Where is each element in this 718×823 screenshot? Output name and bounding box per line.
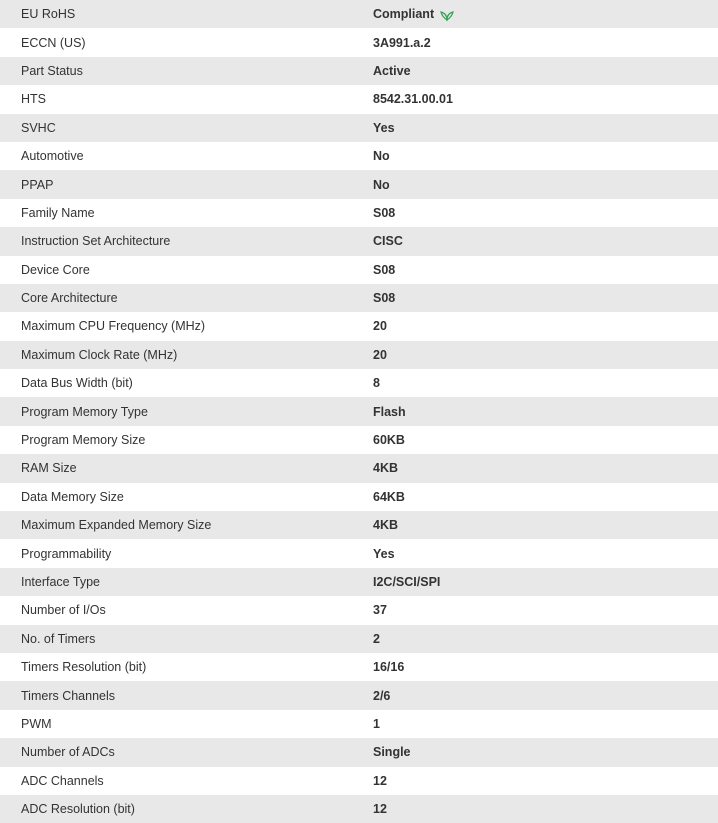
- table-row: [0, 738, 718, 766]
- spec-value: 20: [373, 347, 387, 362]
- spec-label: Interface Type: [21, 575, 100, 589]
- spec-label: Maximum CPU Frequency (MHz): [21, 319, 206, 334]
- spec-label: Programmability: [21, 546, 112, 561]
- table-row: [0, 0, 718, 28]
- spec-label: SVHC: [21, 120, 56, 135]
- spec-label: Device Core: [21, 262, 90, 277]
- spec-value: 4KB: [373, 461, 399, 476]
- spec-value: Flash: [373, 404, 406, 419]
- spec-label: Data Memory Size: [21, 489, 124, 504]
- spec-label: Timers Resolution (bit): [21, 660, 147, 675]
- spec-label: Program Memory Type: [21, 404, 148, 419]
- spec-value: 16/16: [373, 660, 405, 675]
- table-row: [0, 511, 718, 539]
- spec-label: Part Status: [21, 63, 83, 78]
- spec-value: S08: [373, 205, 396, 220]
- table-row: [0, 454, 718, 482]
- spec-value: S08: [373, 262, 396, 277]
- spec-label: Family Name: [21, 205, 95, 220]
- spec-value: 37: [373, 603, 387, 618]
- spec-value: 64KB: [373, 489, 405, 504]
- spec-value: 1: [373, 716, 380, 731]
- table-row: [0, 653, 718, 681]
- spec-value: Compliant: [373, 7, 435, 22]
- spec-label: PPAP: [21, 177, 54, 192]
- spec-label: Number of I/Os: [21, 603, 106, 618]
- spec-value: 3A991.a.2: [373, 35, 431, 50]
- table-row: [0, 341, 718, 369]
- table-row: [0, 28, 718, 56]
- table-row: [0, 256, 718, 284]
- spec-value: S08: [373, 291, 396, 306]
- spec-label: Maximum Expanded Memory Size: [21, 518, 212, 533]
- spec-label: Data Bus Width (bit): [21, 376, 133, 391]
- spec-value: 8: [373, 376, 380, 391]
- spec-value: Yes: [373, 120, 395, 135]
- table-row: [0, 710, 718, 738]
- spec-label: ECCN (US): [21, 35, 86, 50]
- spec-value: Single: [373, 745, 411, 760]
- spec-label: Number of ADCs: [21, 745, 115, 760]
- table-row: [0, 596, 718, 624]
- table-row: [0, 57, 718, 85]
- table-row: [0, 369, 718, 397]
- spec-value: Yes: [373, 546, 395, 561]
- table-row: [0, 426, 718, 454]
- table-row: [0, 397, 718, 425]
- spec-label: Instruction Set Architecture: [21, 234, 171, 249]
- spec-value: 60KB: [373, 433, 405, 448]
- table-row: [0, 312, 718, 340]
- table-row: [0, 681, 718, 709]
- spec-value: No: [373, 177, 390, 192]
- table-row: [0, 227, 718, 255]
- table-row: [0, 767, 718, 795]
- spec-value: I2C/SCI/SPI: [373, 575, 441, 589]
- spec-value: 20: [373, 319, 387, 334]
- table-row: [0, 539, 718, 567]
- spec-label: ADC Resolution (bit): [21, 802, 135, 817]
- table-row: [0, 284, 718, 312]
- table-row: [0, 85, 718, 113]
- spec-label: Program Memory Size: [21, 433, 146, 448]
- spec-value: 12: [373, 773, 387, 788]
- spec-label: Automotive: [21, 149, 84, 164]
- spec-value: CISC: [373, 234, 403, 249]
- spec-label: Timers Channels: [21, 688, 116, 703]
- spec-label: HTS: [21, 92, 46, 107]
- table-row: [0, 625, 718, 653]
- spec-value: 2: [373, 631, 380, 646]
- spec-value: 8542.31.00.01: [373, 92, 453, 107]
- table-row: [0, 483, 718, 511]
- spec-value: No: [373, 149, 390, 164]
- spec-label: PWM: [21, 716, 52, 731]
- spec-label: EU RoHS: [21, 7, 76, 22]
- table-row: [0, 114, 718, 142]
- table-row: [0, 568, 718, 596]
- spec-label: RAM Size: [21, 461, 77, 476]
- spec-label: No. of Timers: [21, 631, 96, 646]
- spec-value-cell: [373, 0, 718, 28]
- table-row: [0, 795, 718, 823]
- spec-label: Core Architecture: [21, 291, 118, 306]
- spec-value: 4KB: [373, 518, 399, 533]
- spec-value: Active: [373, 63, 411, 78]
- table-row: [0, 199, 718, 227]
- spec-value: 2/6: [373, 688, 391, 703]
- leaf-icon: [440, 9, 454, 21]
- spec-label: ADC Channels: [21, 773, 104, 788]
- table-row: [0, 142, 718, 170]
- spec-label: Maximum Clock Rate (MHz): [21, 347, 178, 362]
- spec-value: 12: [373, 802, 387, 817]
- table-row: [0, 170, 718, 198]
